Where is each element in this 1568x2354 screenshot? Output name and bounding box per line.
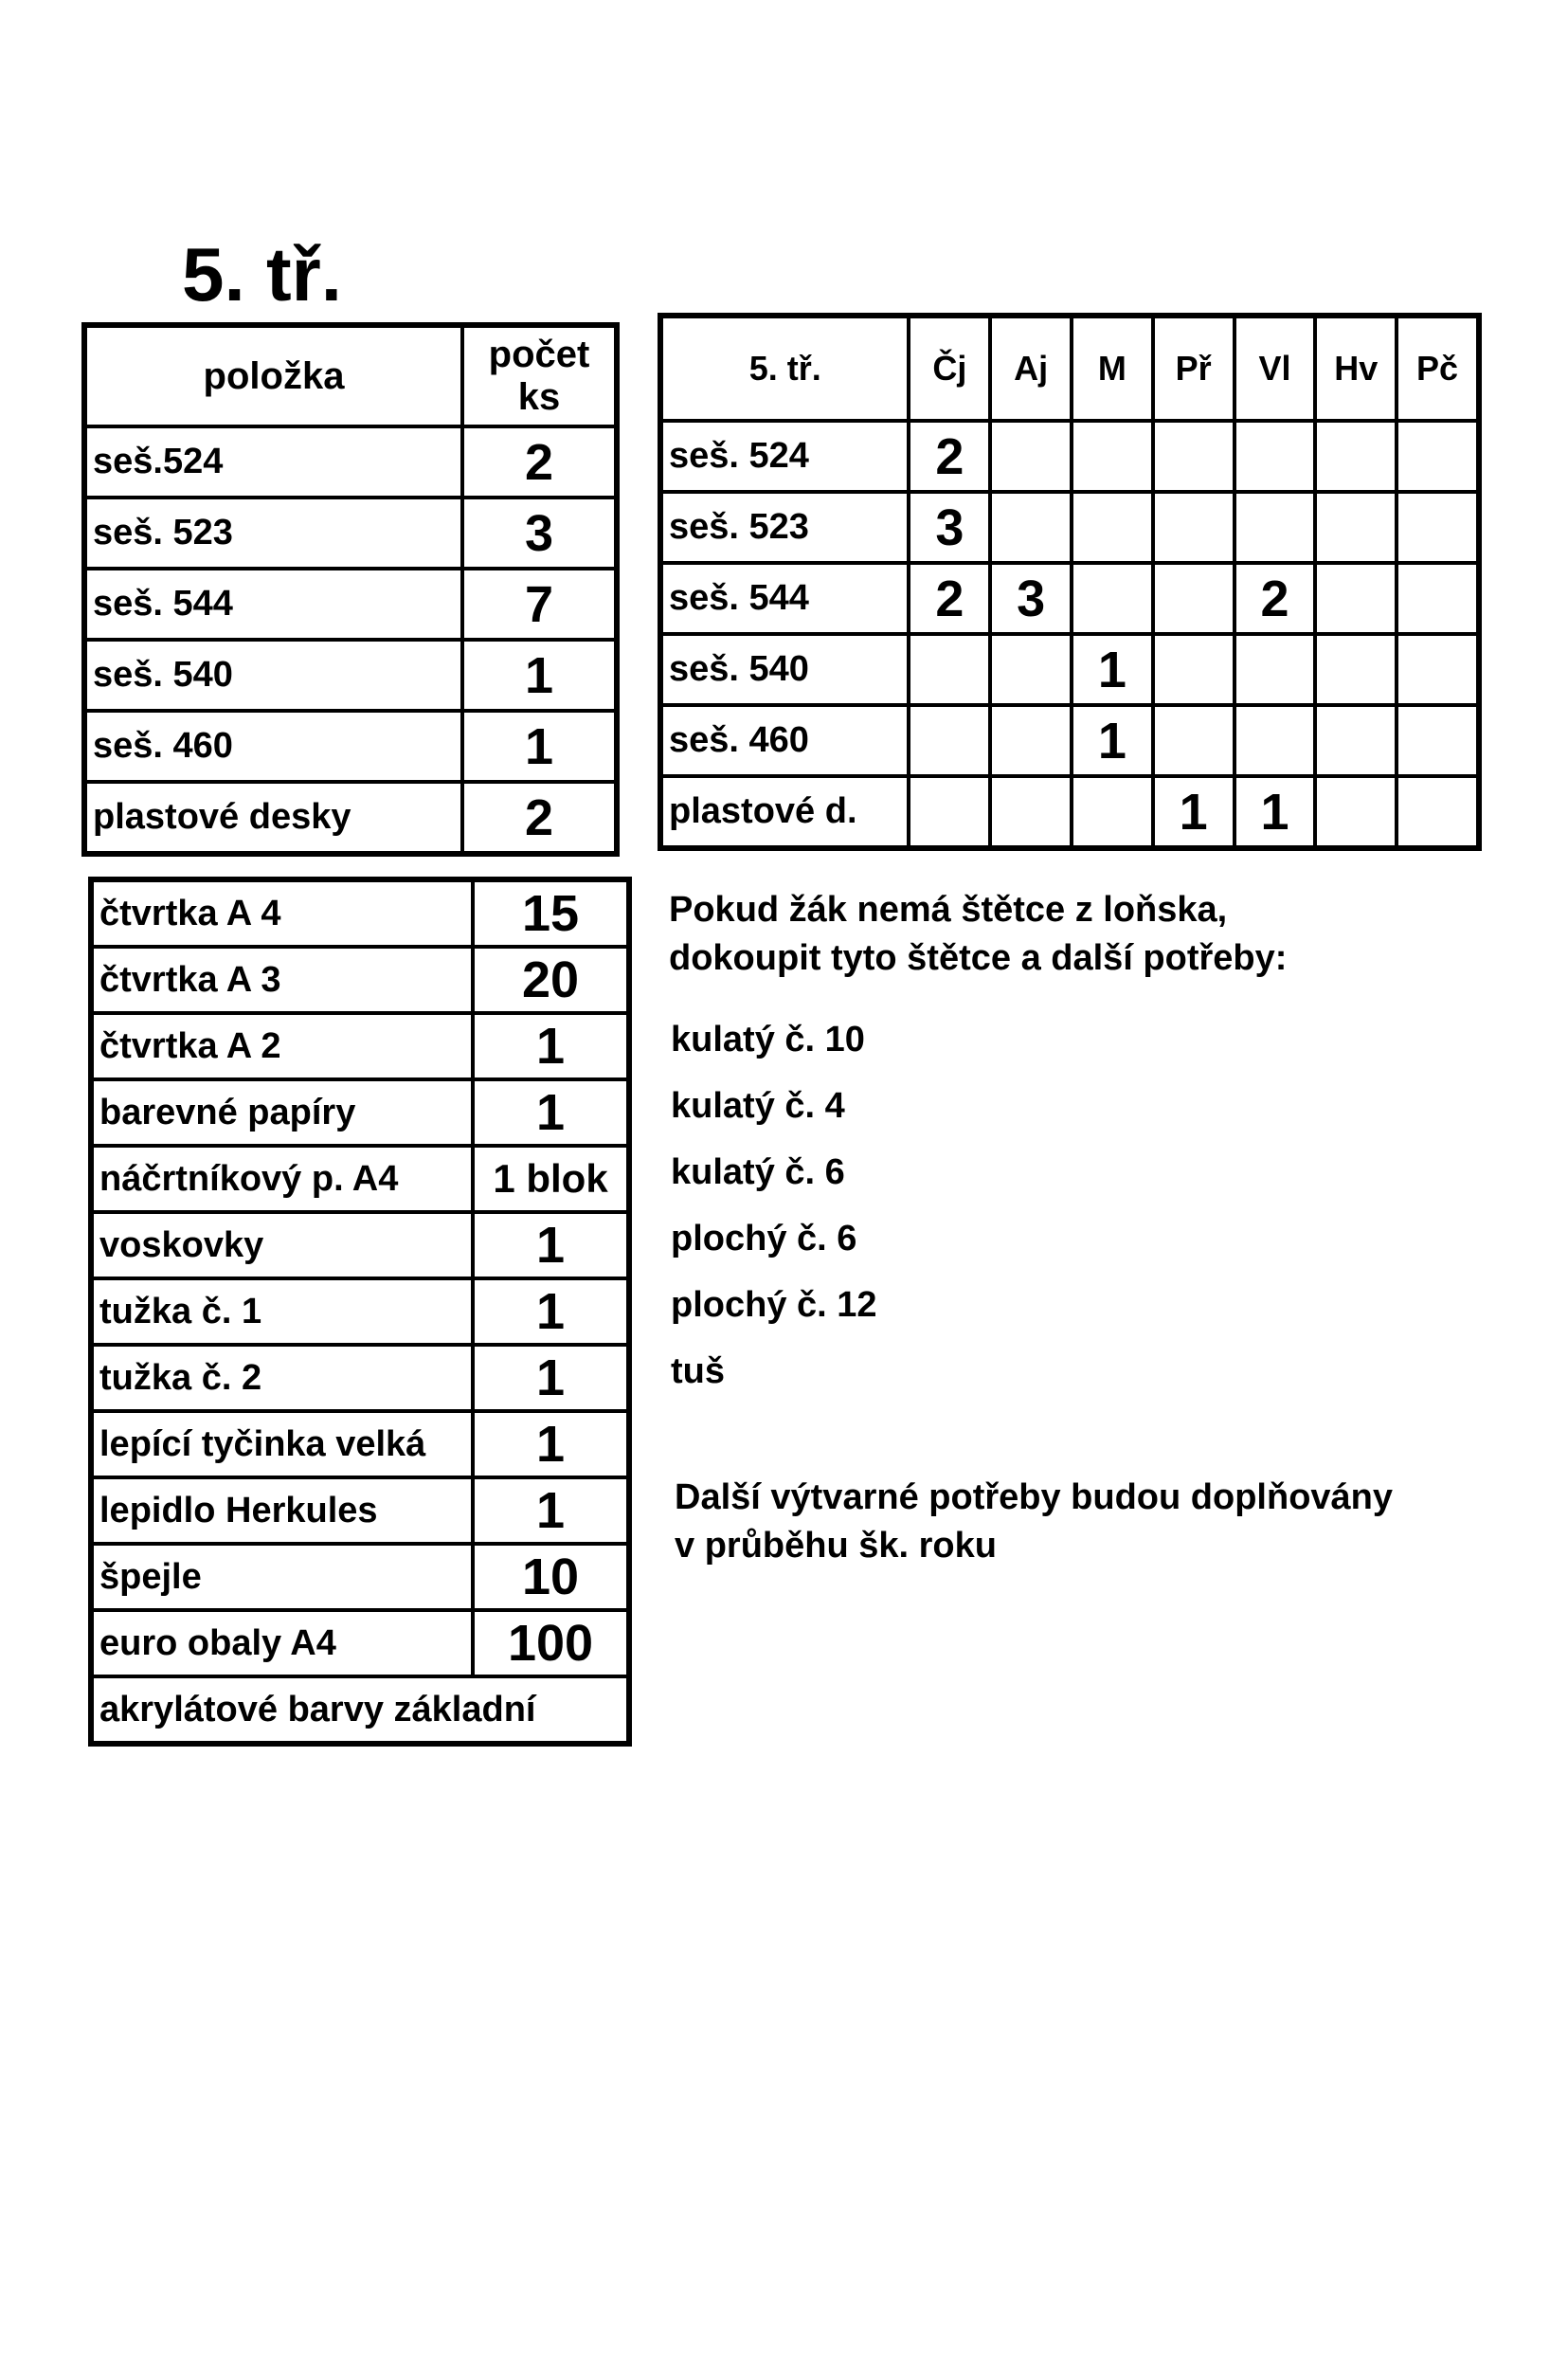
item-name: tužka č. 1 [91, 1278, 473, 1345]
item-name: tužka č. 2 [91, 1345, 473, 1411]
item-count: 1 [473, 1212, 629, 1278]
footer-item: akrylátové barvy základní [91, 1676, 629, 1744]
table-row [91, 1013, 629, 1079]
subject-count [990, 421, 1072, 492]
subject-count [1397, 776, 1479, 848]
item-name: seš. 544 [84, 569, 462, 640]
table-row [84, 711, 617, 782]
subject-count [1397, 563, 1479, 634]
table-row [660, 421, 1479, 492]
subject-count [1153, 563, 1235, 634]
item-name: barevné papíry [91, 1079, 473, 1146]
item-name: seš. 540 [660, 634, 909, 705]
list-item: plochý č. 6 [671, 1219, 857, 1258]
subject-count [1315, 421, 1397, 492]
table-row [660, 776, 1479, 848]
subject-count [1235, 634, 1316, 705]
table-row [91, 1411, 629, 1477]
item-count: 1 [473, 1079, 629, 1146]
additional-supplies-note [675, 1474, 1393, 1571]
note-line: dokoupit tyto štětce a další potřeby: [669, 938, 1288, 979]
subject-count [1397, 634, 1479, 705]
note-line: Pokud žák nemá štětce z loňska, [669, 890, 1228, 930]
subject-count: 1 [1235, 776, 1316, 848]
item-name: čtvrtka A 4 [91, 879, 473, 947]
subject-count [1315, 705, 1397, 776]
table-footer-row [91, 1676, 629, 1744]
list-item: kulatý č. 6 [671, 1152, 845, 1192]
subject-count: 3 [909, 492, 990, 563]
table-row [91, 1278, 629, 1345]
subject-header: Vl [1235, 316, 1316, 421]
table-row [84, 569, 617, 640]
item-name: seš. 523 [660, 492, 909, 563]
subject-count [1397, 421, 1479, 492]
subject-count [1072, 563, 1153, 634]
subject-count [1153, 705, 1235, 776]
subject-count [1072, 492, 1153, 563]
table-row [91, 1146, 629, 1212]
table-row [84, 498, 617, 569]
item-count: 1 [473, 1013, 629, 1079]
list-item: kulatý č. 4 [671, 1086, 845, 1126]
corner-title: 5. tř. [660, 316, 909, 421]
subject-count [909, 705, 990, 776]
item-name: seš. 460 [84, 711, 462, 782]
item-count: 2 [462, 782, 617, 854]
item-name: plastové desky [84, 782, 462, 854]
table-row [660, 563, 1479, 634]
subject-count: 2 [909, 563, 990, 634]
table-row [84, 782, 617, 854]
item-count: 1 [473, 1477, 629, 1544]
item-name: náčrtníkový p. A4 [91, 1146, 473, 1212]
subject-count [1397, 705, 1479, 776]
subject-count: 2 [1235, 563, 1316, 634]
items-count-table [81, 322, 620, 857]
item-name: plastové d. [660, 776, 909, 848]
subject-count [990, 776, 1072, 848]
item-name: špejle [91, 1544, 473, 1610]
subject-count [1235, 492, 1316, 563]
subject-count [990, 705, 1072, 776]
subject-table [658, 313, 1482, 851]
note-line: v průběhu šk. roku [675, 1526, 997, 1566]
item-count: 1 blok [473, 1146, 629, 1212]
item-name: seš. 460 [660, 705, 909, 776]
item-name: čtvrtka A 3 [91, 947, 473, 1013]
subject-header: Hv [1315, 316, 1397, 421]
subject-count [909, 776, 990, 848]
table-row [91, 879, 629, 947]
note-line: Další výtvarné potřeby budou doplňovány [675, 1477, 1394, 1517]
subject-header: M [1072, 316, 1153, 421]
subject-count [1072, 776, 1153, 848]
table-row [84, 640, 617, 711]
subject-count [990, 492, 1072, 563]
item-name: seš. 524 [660, 421, 909, 492]
table-row [84, 426, 617, 498]
table-row [91, 1610, 629, 1676]
header-count: počet ks [462, 325, 617, 426]
item-name: seš. 540 [84, 640, 462, 711]
subject-count [1315, 776, 1397, 848]
subject-count [990, 634, 1072, 705]
subject-count [1072, 421, 1153, 492]
table-row [660, 634, 1479, 705]
item-name: seš. 544 [660, 563, 909, 634]
brush-note [669, 886, 1287, 984]
subject-count: 1 [1153, 776, 1235, 848]
table-row [91, 1345, 629, 1411]
table-row [91, 947, 629, 1013]
page-title: 5. tř. [182, 232, 342, 317]
subject-header: Pč [1397, 316, 1479, 421]
item-name: lepidlo Herkules [91, 1477, 473, 1544]
subject-count [1315, 634, 1397, 705]
item-count: 1 [473, 1278, 629, 1345]
table-row [660, 705, 1479, 776]
subject-count [1153, 634, 1235, 705]
item-count: 20 [473, 947, 629, 1013]
subject-header: Př [1153, 316, 1235, 421]
table-row [91, 1079, 629, 1146]
table-row [91, 1544, 629, 1610]
item-count: 10 [473, 1544, 629, 1610]
brush-list [671, 1016, 877, 1414]
list-item: tuš [671, 1351, 725, 1391]
header-item: položka [84, 325, 462, 426]
subject-count [1235, 705, 1316, 776]
subject-count [1153, 492, 1235, 563]
item-count: 1 [462, 711, 617, 782]
subject-count [909, 634, 990, 705]
list-item: plochý č. 12 [671, 1285, 877, 1325]
item-count: 1 [473, 1411, 629, 1477]
item-count: 100 [473, 1610, 629, 1676]
subject-count: 1 [1072, 705, 1153, 776]
item-count: 1 [462, 640, 617, 711]
item-count: 7 [462, 569, 617, 640]
subject-count: 3 [990, 563, 1072, 634]
subject-count [1235, 421, 1316, 492]
table-row [660, 492, 1479, 563]
item-count: 1 [473, 1345, 629, 1411]
subject-count [1315, 563, 1397, 634]
item-name: seš.524 [84, 426, 462, 498]
table-row [91, 1477, 629, 1544]
list-item: kulatý č. 10 [671, 1020, 865, 1059]
subject-count [1397, 492, 1479, 563]
table-row [91, 1212, 629, 1278]
subject-count [1315, 492, 1397, 563]
subject-header: Čj [909, 316, 990, 421]
item-name: euro obaly A4 [91, 1610, 473, 1676]
table-header-row [84, 325, 617, 426]
item-name: čtvrtka A 2 [91, 1013, 473, 1079]
item-count: 3 [462, 498, 617, 569]
table-header-row [660, 316, 1479, 421]
subject-header: Aj [990, 316, 1072, 421]
item-count: 2 [462, 426, 617, 498]
subject-count: 2 [909, 421, 990, 492]
subject-count: 1 [1072, 634, 1153, 705]
item-name: voskovky [91, 1212, 473, 1278]
item-count: 15 [473, 879, 629, 947]
item-name: seš. 523 [84, 498, 462, 569]
art-supplies-table [88, 877, 632, 1747]
subject-count [1153, 421, 1235, 492]
item-name: lepící tyčinka velká [91, 1411, 473, 1477]
